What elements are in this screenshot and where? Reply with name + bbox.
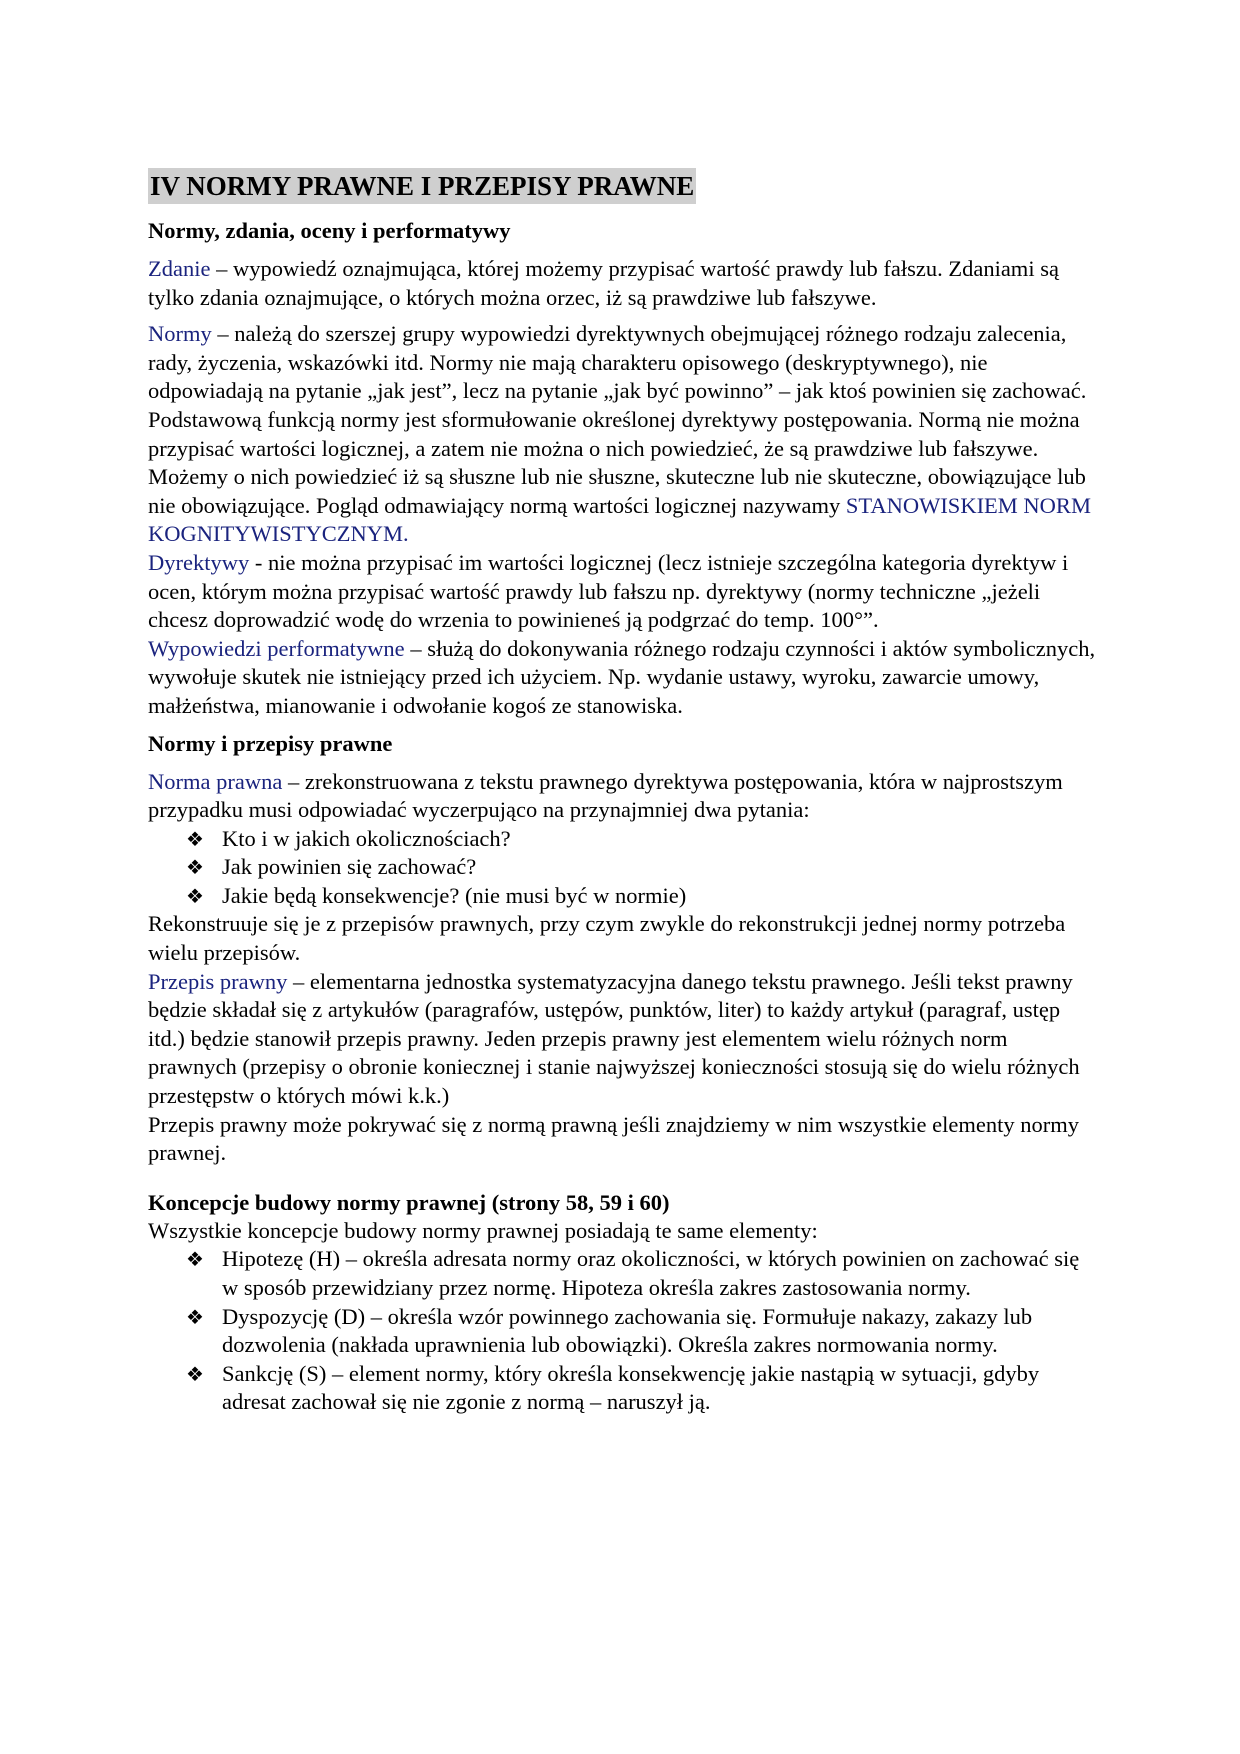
list-item-text: Jak powinien się zachować? [222, 854, 477, 880]
list-item [148, 1245, 1100, 1302]
paragraph-zdanie [148, 255, 1100, 312]
paragraph-norma-prawna [148, 768, 1100, 825]
paragraph-performatywne [148, 635, 1100, 721]
section-heading-normy-zdania: Normy, zdania, oceny i performatywy [148, 218, 511, 243]
list-item-text: Sankcję (S) – element normy, który określa konsekwencję jakie nastąpią w sytuacji, gdyby adresat zachował się nie zgonie z normą – naruszył ją. [222, 1360, 1040, 1415]
list-item-text: Jakie będą konsekwencje? (nie musi być w normie) [222, 882, 687, 908]
term-przepis-prawny: Przepis prawny [148, 968, 288, 994]
section-heading-normy-przepisy: Normy i przepisy prawne [148, 730, 393, 756]
list-item-text: Hipotezę (H) – określa adresata normy oraz okoliczności, w których powinien on zachować się w sposób przewidziany przez normę. Hipoteza określa zakres zastosowania normy. [222, 1246, 1080, 1300]
term-norma-prawna: Norma prawna [148, 768, 283, 794]
diamond-bullet-icon: ❖ [186, 826, 204, 851]
diamond-bullet-icon: ❖ [186, 1361, 204, 1386]
section-heading-koncepcje: Koncepcje budowy normy prawnej (strony 58, 59 i 60) [148, 1189, 670, 1215]
list-item [148, 882, 1100, 911]
diamond-bullet-icon: ❖ [186, 855, 204, 880]
definition-performatywne: – służą do dokonywania różnego rodzaju czynności i aktów symbolicznych, wywołuje skutek nie istniejący przed ich użyciem. Np. wydanie ustawy, wyroku, zawarcie umowy, małżeństwa, mianowanie i odwołanie kogoś ze stanowiska. [148, 635, 1096, 718]
page-title: IV NORMY PRAWNE I PRZEPISY PRAWNE [148, 168, 696, 204]
paragraph-dyrektywy [148, 549, 1100, 635]
list-item [148, 1303, 1100, 1360]
questions-list [148, 825, 1100, 911]
spacer [148, 1176, 1100, 1184]
list-item [148, 853, 1100, 882]
diamond-bullet-icon: ❖ [186, 883, 204, 908]
term-normy: Normy [148, 321, 212, 347]
paragraph-pokrywanie: Przepis prawny może pokrywać się z normą prawną jeśli znajdziemy w nim wszystkie elementy normy prawnej. [148, 1111, 1079, 1166]
definition-zdanie: – wypowiedź oznajmująca, której możemy przypisać wartość prawdy lub fałszu. Zdaniami są tylko zdania oznajmujące, o których można orzec, iż są prawdziwe lub fałszywe. [148, 256, 1059, 310]
paragraph-koncepcje-intro: Wszystkie koncepcje budowy normy prawnej posiadają te same elementy: [148, 1217, 818, 1243]
definition-dyrektywy: - nie można przypisać im wartości logicznej (lecz istnieje szczególna kategoria dyrektyw i ocen, którym można przypisać wartość prawdy lub fałszu np. dyrektywy (normy techniczne „jeżeli chcesz doprowadzić wodę do wrzenia to powinieneś ją podgrzać do temp. 100°”. [148, 549, 1069, 633]
list-item [148, 825, 1100, 854]
term-performatywne: Wypowiedzi performatywne [148, 635, 405, 661]
diamond-bullet-icon: ❖ [186, 1304, 204, 1329]
paragraph-przepis-prawny [148, 968, 1100, 1111]
paragraph-normy [148, 320, 1100, 549]
diamond-bullet-icon: ❖ [186, 1247, 204, 1272]
term-stanowisko: STANOWISKIEM NORM KOGNITYWISTYCZNYM. [148, 492, 1091, 547]
title-wrap [148, 168, 1100, 204]
list-item-text: Dyspozycję (D) – określa wzór powinnego zachowania się. Formułuje nakazy, zakazy lub dozwolenia (nakłada uprawnienia lub obowiązki). Określa zakres normowania normy. [222, 1303, 1033, 1358]
term-zdanie: Zdanie [148, 256, 211, 281]
definition-normy: – należą do szerszej grupy wypowiedzi dyrektywnych obejmującej różnego rodzaju zalecenia, rady, życzenia, wskazówki itd. Normy nie mają charakteru opisowego (deskryptywnego), nie odpowiadają na pytanie „jak jest”, lecz na pytanie „jak być powinno” – jak ktoś powinien się zachować. Podstawową funkcją normy jest sformułowanie określonej dyrektywy postępowania. Normą nie można przypisać wartości logicznej, a zatem nie można o nich powiedzieć, że są prawdziwe lub fałszywe. Możemy o nich powiedzieć iż są słuszne lub nie słuszne, skuteczne lub nie skuteczne, obowiązujące lub nie obowiązujące. Pogląd odmawiający normą wartości logicznej nazywamy [148, 321, 1087, 518]
list-item [148, 1360, 1100, 1417]
term-dyrektywy: Dyrektywy [148, 549, 250, 575]
elements-list [148, 1245, 1100, 1417]
definition-przepis-prawny: – elementarna jednostka systematyzacyjna danego tekstu prawnego. Jeśli tekst prawny będzie składał się z artykułów (paragrafów, ustępów, punktów, liter) to każdy artykuł (paragraf, ustęp itd.) będzie stanowił przepis prawny. Jeden przepis prawny jest elementem wielu różnych norm prawnych (przepisy o obronie koniecznej i stanie najwyższej konieczności stosują się do wielu różnych przestępstw o których mówi k.k.) [148, 968, 1080, 1109]
paragraph-rekonstrukcja: Rekonstruuje się je z przepisów prawnych, przy czym zwykle do rekonstrukcji jednej normy potrzeba wielu przepisów. [148, 911, 1066, 966]
list-item-text: Kto i w jakich okolicznościach? [222, 825, 511, 851]
definition-norma-prawna: – zrekonstruowana z tekstu prawnego dyrektywa postępowania, która w najprostszym przypadku musi odpowiadać wyczerpująco na przynajmniej dwa pytania: [148, 768, 1063, 823]
